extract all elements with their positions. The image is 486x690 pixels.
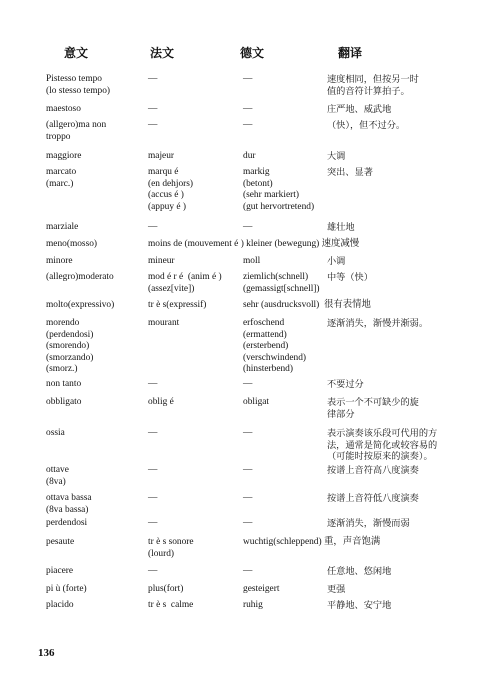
german-term <box>243 600 263 612</box>
german-term <box>243 397 269 409</box>
german-term <box>243 300 371 312</box>
french-term-line: tr è s sonore <box>148 537 194 547</box>
french-term-line: — <box>148 465 158 475</box>
german-term-line: moll <box>243 256 261 266</box>
german-term-line: — <box>243 465 253 475</box>
german-term-line: (ermattend) <box>243 329 287 340</box>
italian-term-line: non tanto <box>46 379 82 389</box>
chinese-translation-line: 中等（快） <box>327 272 373 283</box>
french-term-line: — <box>148 428 158 438</box>
italian-term-line: marziale <box>46 222 79 232</box>
french-term <box>148 74 157 86</box>
italian-term-line: minore <box>46 256 73 266</box>
french-term <box>148 397 174 409</box>
header-translation: 翻译 <box>338 46 363 60</box>
chinese-translation-line: 按谱上音符低八度演奏 <box>327 493 419 504</box>
chinese-translation <box>327 151 345 163</box>
chinese-translation-line: 法，通常是简化或较容易的 <box>327 439 438 451</box>
french-term <box>148 222 157 234</box>
chinese-translation <box>327 318 428 330</box>
italian-term <box>46 300 114 312</box>
italian-term <box>46 518 87 530</box>
french-term <box>148 239 359 251</box>
french-term-line: — <box>148 74 158 84</box>
italian-term-line: pesaute <box>46 537 75 547</box>
german-term <box>243 566 252 578</box>
french-term <box>148 428 157 440</box>
french-term <box>148 493 157 505</box>
french-term-line: — <box>148 566 158 576</box>
chinese-translation <box>327 256 345 268</box>
french-term <box>148 465 157 477</box>
chinese-translation <box>327 493 419 505</box>
french-term-line: mourant <box>148 318 180 328</box>
italian-term <box>46 74 110 97</box>
german-term-line: — <box>243 222 253 232</box>
italian-term <box>46 151 81 163</box>
german-term <box>243 537 380 549</box>
italian-term <box>46 104 81 116</box>
french-term <box>148 518 157 530</box>
chinese-translation <box>327 379 364 391</box>
italian-term <box>46 318 93 376</box>
header-german: 德文 <box>240 46 265 60</box>
chinese-translation-line: 任意地、悠闲地 <box>327 566 392 577</box>
german-term-line: — <box>243 428 253 438</box>
chinese-translation <box>327 272 373 284</box>
french-term-line: marqu é <box>148 167 179 177</box>
italian-term-line: (smorendo) <box>46 341 90 351</box>
french-term-line: (appuy é ) <box>148 201 187 212</box>
german-term-line: (gut hervortretend) <box>243 201 315 212</box>
german-term-line: (hinsterbend) <box>243 364 293 374</box>
german-term-line: (verschwindend) <box>243 352 306 363</box>
italian-term-line: meno(mosso) <box>46 239 98 249</box>
header-italian: 意文 <box>64 46 89 60</box>
chinese-translation <box>327 600 391 612</box>
german-term-line: (ersterbend) <box>243 341 289 351</box>
german-term-line: (gemassigt[schnell]) <box>243 283 320 294</box>
french-term-line: (assez[vite]) <box>148 283 195 294</box>
italian-term-line: pi ù (forte) <box>46 584 87 594</box>
chinese-translation-line: 速度相同，但按另一时 <box>327 74 419 85</box>
italian-term <box>46 397 81 409</box>
french-term-line: — <box>148 120 158 130</box>
german-term <box>243 222 252 234</box>
german-term <box>243 104 252 116</box>
german-term-line: erfoschend <box>243 318 285 328</box>
german-term <box>243 120 252 132</box>
italian-term-line: maggiore <box>46 151 82 161</box>
italian-term <box>46 272 114 284</box>
german-term-line: ruhig <box>243 600 263 610</box>
german-term-line: (betont) <box>243 178 273 189</box>
chinese-translation <box>327 167 373 179</box>
italian-term <box>46 120 106 143</box>
italian-term-line: marcato <box>46 167 77 177</box>
italian-term-line: ottava bassa <box>46 493 92 503</box>
chinese-translation <box>327 566 391 578</box>
german-term-line: — <box>243 379 253 389</box>
chinese-translation-line: 平静地、安宁地 <box>327 600 392 611</box>
french-term <box>148 566 157 578</box>
french-term <box>148 120 157 132</box>
italian-term-line: (marc.) <box>46 178 74 189</box>
italian-term <box>46 222 78 234</box>
italian-term <box>46 584 87 596</box>
german-term-line: — <box>243 120 253 130</box>
italian-term-line: (perdendosi) <box>46 329 94 340</box>
italian-term-line: piacere <box>46 566 74 576</box>
italian-term-line: (8va bassa) <box>46 504 89 515</box>
chinese-translation-line: 突出、显著 <box>327 167 373 178</box>
french-term-line: mineur <box>148 256 175 266</box>
italian-term <box>46 428 65 440</box>
german-term-line: (sehr markiert) <box>243 190 299 200</box>
french-term-line: (en dehjors) <box>148 178 194 189</box>
chinese-translation <box>327 104 391 116</box>
french-term <box>148 104 157 116</box>
german-term <box>243 584 279 596</box>
german-term <box>243 167 314 213</box>
italian-term-line: ossia <box>46 428 65 438</box>
french-term-line: — <box>148 493 158 503</box>
german-term <box>243 428 252 440</box>
french-term-line: (accus é ) <box>148 190 184 200</box>
italian-term-line: Pistesso tempo <box>46 74 102 84</box>
italian-term-line: maestoso <box>46 104 81 114</box>
italian-term <box>46 167 76 190</box>
italian-term <box>46 537 74 549</box>
french-term <box>148 584 183 596</box>
french-term-line: — <box>148 222 158 232</box>
chinese-translation-line: （快），但不过分。 <box>327 120 406 131</box>
german-term-line: — <box>243 74 253 84</box>
italian-term-line: (smorzando) <box>46 352 94 363</box>
german-term-line: gesteigert <box>243 584 280 594</box>
chinese-translation-line: 按谱上音符高八度演奏 <box>327 465 419 476</box>
chinese-translation-line: （可能时按原来的演奏）。 <box>327 451 433 462</box>
italian-term-line: (8va) <box>46 476 66 487</box>
chinese-translation <box>327 428 437 463</box>
header-french: 法文 <box>150 46 175 60</box>
german-term-line: dur <box>243 151 256 161</box>
italian-term <box>46 566 73 578</box>
french-term-line: (lourd) <box>148 548 175 559</box>
french-term <box>148 300 206 312</box>
chinese-translation <box>327 584 345 596</box>
french-term <box>148 318 179 330</box>
french-term-line: — <box>148 104 158 114</box>
chinese-translation <box>327 120 405 132</box>
french-term <box>148 256 175 268</box>
page-number: 136 <box>38 647 55 659</box>
italian-term-line: (lo stesso tempo) <box>46 85 111 96</box>
german-term <box>243 256 260 268</box>
chinese-translation <box>327 222 355 234</box>
chinese-translation-line: 不要过分 <box>327 379 364 390</box>
chinese-translation-line: 更强 <box>327 584 346 595</box>
chinese-translation-line: 表示演奏该乐段可代用的方 <box>327 428 438 439</box>
french-term <box>148 167 193 213</box>
german-term-line: — <box>243 493 253 503</box>
french-term-line: — <box>148 379 158 389</box>
italian-term-line: placido <box>46 600 74 610</box>
french-term-line: plus(fort) <box>148 584 184 594</box>
chinese-translation <box>327 518 410 530</box>
german-term <box>243 465 252 477</box>
italian-term-line: (allegro)moderato <box>46 272 114 282</box>
italian-term-line: perdendosi <box>46 518 88 528</box>
french-term-line: moins de (mouvement é ) kleiner (bewegung) 速度减慢 <box>148 239 360 249</box>
italian-term <box>46 256 73 268</box>
german-term <box>243 379 252 391</box>
german-term <box>243 74 252 86</box>
french-term <box>148 537 194 560</box>
french-term-line: — <box>148 518 158 528</box>
french-term-line: tr è s calme <box>148 600 194 610</box>
french-term-line: oblig é <box>148 397 174 407</box>
german-term-line: wuchtig(schleppend) 重，声音饱满 <box>243 537 381 547</box>
german-term-line: — <box>243 566 253 576</box>
chinese-translation-line: 表示一个不可缺少的旋 <box>327 397 419 408</box>
chinese-translation-line: 庄严地、威武地 <box>327 104 392 115</box>
french-term-line: majeur <box>148 151 175 161</box>
german-term-line: — <box>243 518 253 528</box>
chinese-translation-line: 小调 <box>327 256 346 267</box>
german-term-line: obligat <box>243 397 270 407</box>
french-term-line: tr è s(expressif) <box>148 300 207 310</box>
italian-term <box>46 493 92 516</box>
german-term-line: ziemlich(schnell) <box>243 272 309 282</box>
chinese-translation-line: 律部分 <box>327 408 355 420</box>
french-term <box>148 379 157 391</box>
chinese-translation-line: 逐渐消失，渐慢而弱 <box>327 518 410 529</box>
italian-term-line: obbligato <box>46 397 82 407</box>
italian-term-line: molto(expressivo) <box>46 300 115 310</box>
chinese-translation-line: 大调 <box>327 151 346 162</box>
german-term <box>243 493 252 505</box>
german-term <box>243 151 256 163</box>
german-term <box>243 318 306 376</box>
italian-term <box>46 379 81 391</box>
chinese-translation-line: 值的音符计算拍子。 <box>327 85 410 97</box>
french-term <box>148 600 193 612</box>
german-term-line: — <box>243 104 253 114</box>
italian-term <box>46 465 69 488</box>
italian-term-line: ottave <box>46 465 69 475</box>
chinese-translation <box>327 74 419 97</box>
italian-term-line: morendo <box>46 318 80 328</box>
italian-term-line: (smorz.) <box>46 364 78 374</box>
chinese-translation-line: 逐渐消失，渐慢并渐弱。 <box>327 318 429 329</box>
french-term <box>148 272 222 295</box>
chinese-translation <box>327 397 419 420</box>
italian-term-line: (allgero)ma non <box>46 120 107 130</box>
italian-term <box>46 239 97 251</box>
italian-term-line: troppo <box>46 131 71 142</box>
german-term-line: sehr (ausdrucksvoll) 很有表情地 <box>243 300 371 310</box>
french-term-line: mod é r é (anim é ) <box>148 272 222 282</box>
italian-term <box>46 600 74 612</box>
german-term <box>243 518 252 530</box>
german-term <box>243 272 320 295</box>
chinese-translation <box>327 465 419 477</box>
chinese-translation-line: 雄壮地 <box>327 222 355 233</box>
german-term-line: markig <box>243 167 270 177</box>
french-term <box>148 151 174 163</box>
